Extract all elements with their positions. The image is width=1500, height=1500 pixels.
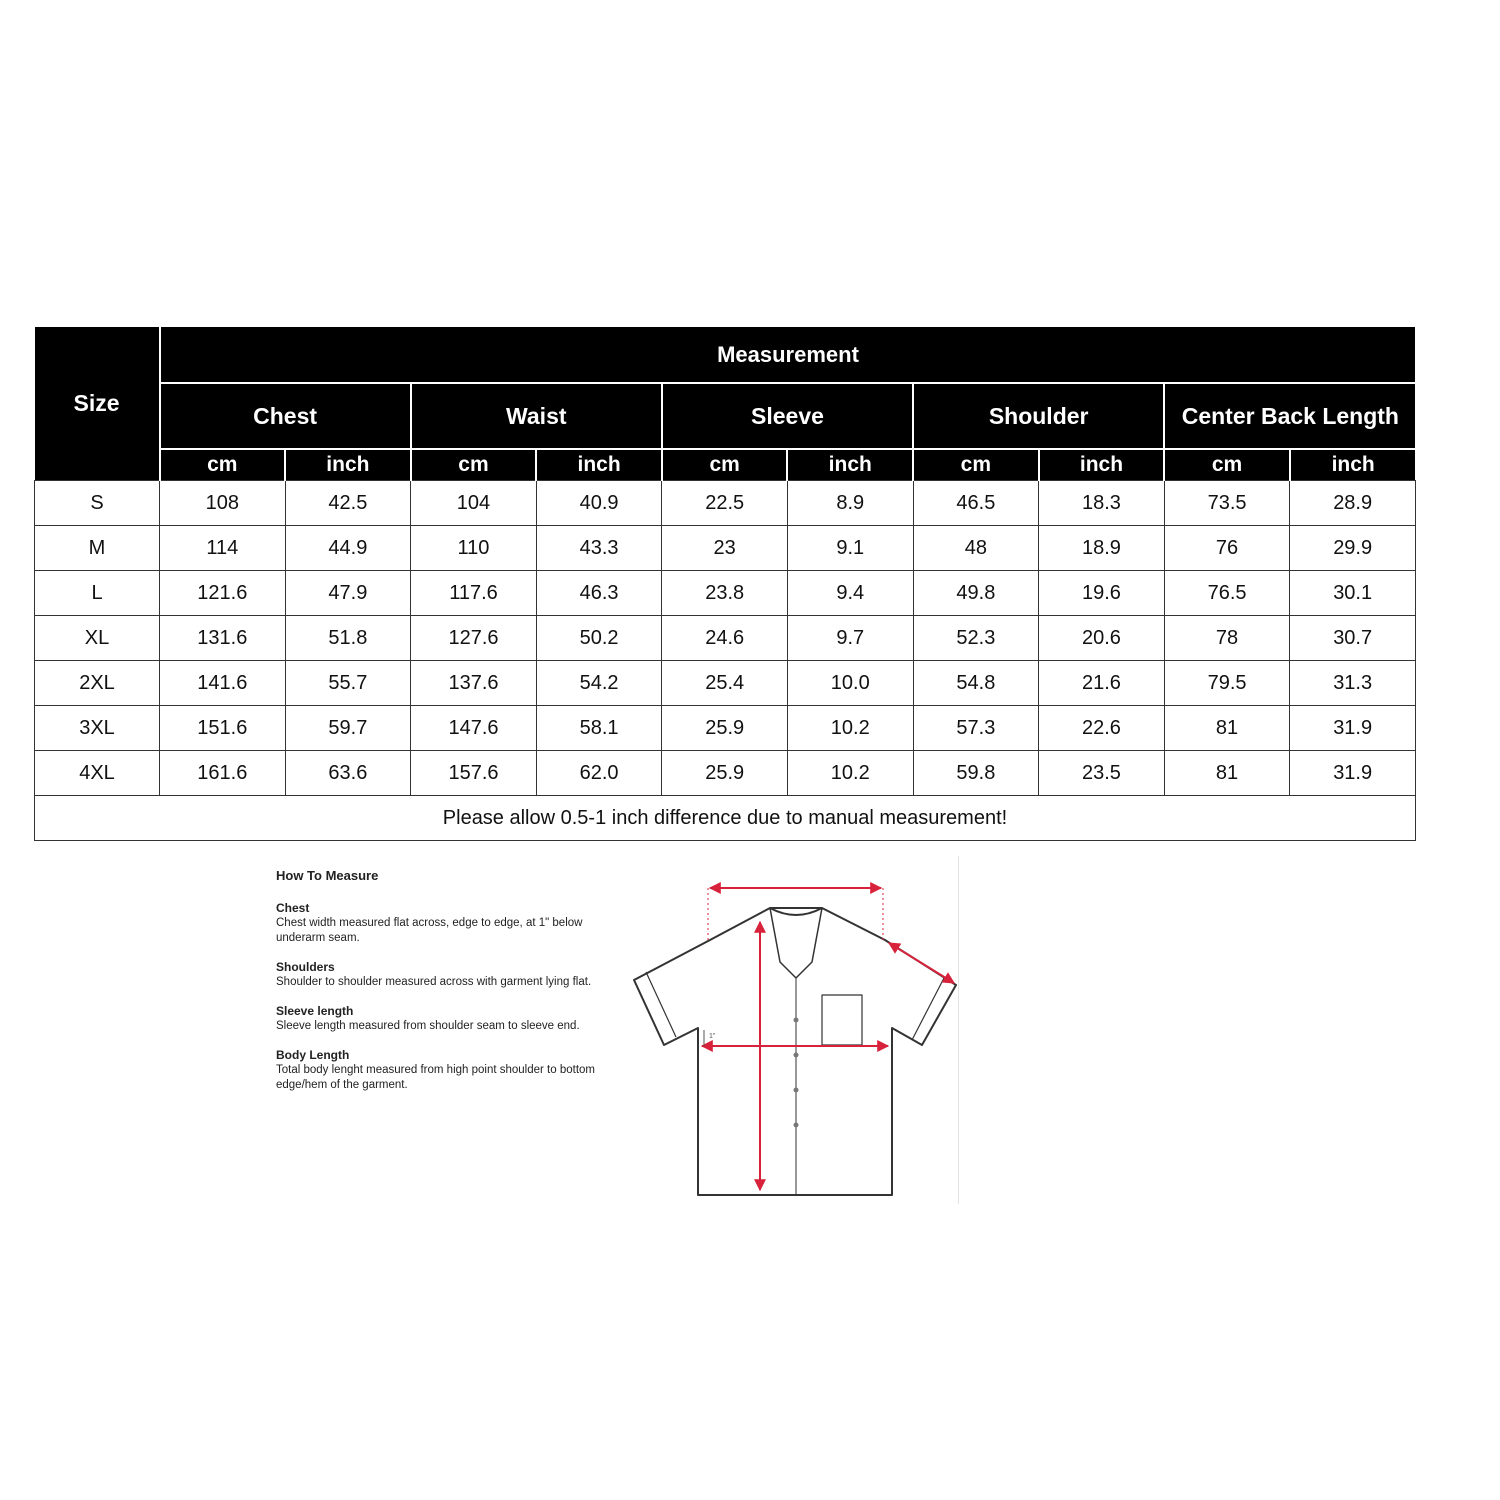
unit-header: inch xyxy=(787,449,913,481)
unit-header: inch xyxy=(285,449,411,481)
value-cell: 114 xyxy=(160,526,286,571)
instruction-sleeve-length xyxy=(276,1004,636,1034)
value-cell: 161.6 xyxy=(160,751,286,796)
value-cell: 121.6 xyxy=(160,571,286,616)
group-header-sleeve: Sleeve xyxy=(662,383,913,449)
value-cell: 18.9 xyxy=(1039,526,1165,571)
unit-header: inch xyxy=(1290,449,1416,481)
value-cell: 57.3 xyxy=(913,706,1039,751)
value-cell: 10.0 xyxy=(787,661,913,706)
value-cell: 25.9 xyxy=(662,751,788,796)
unit-header: cm xyxy=(160,449,286,481)
value-cell: 44.9 xyxy=(285,526,411,571)
value-cell: 131.6 xyxy=(160,616,286,661)
value-cell: 25.4 xyxy=(662,661,788,706)
value-cell: 21.6 xyxy=(1039,661,1165,706)
note-row xyxy=(35,796,1416,841)
value-cell: 62.0 xyxy=(536,751,662,796)
divider xyxy=(958,856,959,1204)
unit-header: inch xyxy=(536,449,662,481)
group-header-center-back-length: Center Back Length xyxy=(1164,383,1415,449)
value-cell: 46.3 xyxy=(536,571,662,616)
value-cell: 24.6 xyxy=(662,616,788,661)
value-cell: 76.5 xyxy=(1164,571,1290,616)
instruction-heading: Chest xyxy=(276,901,310,915)
shirt-outline xyxy=(634,908,956,1195)
value-cell: 49.8 xyxy=(913,571,1039,616)
table-row xyxy=(35,661,1416,706)
size-cell: 2XL xyxy=(35,661,160,706)
value-cell: 23.8 xyxy=(662,571,788,616)
size-header: Size xyxy=(35,327,160,481)
one-inch-label: 1" xyxy=(709,1033,716,1040)
value-cell: 31.9 xyxy=(1290,706,1416,751)
value-cell: 40.9 xyxy=(536,481,662,526)
value-cell: 20.6 xyxy=(1039,616,1165,661)
value-cell: 78 xyxy=(1164,616,1290,661)
unit-header: cm xyxy=(411,449,537,481)
value-cell: 81 xyxy=(1164,706,1290,751)
value-cell: 50.2 xyxy=(536,616,662,661)
value-cell: 29.9 xyxy=(1290,526,1416,571)
value-cell: 23 xyxy=(662,526,788,571)
value-cell: 79.5 xyxy=(1164,661,1290,706)
group-header-waist: Waist xyxy=(411,383,662,449)
size-cell: 3XL xyxy=(35,706,160,751)
group-header-shoulder: Shoulder xyxy=(913,383,1164,449)
value-cell: 9.4 xyxy=(787,571,913,616)
how-to-measure-section xyxy=(276,868,636,1107)
value-cell: 151.6 xyxy=(160,706,286,751)
instruction-heading: Shoulders xyxy=(276,960,335,974)
value-cell: 59.7 xyxy=(285,706,411,751)
value-cell: 104 xyxy=(411,481,537,526)
value-cell: 55.7 xyxy=(285,661,411,706)
value-cell: 59.8 xyxy=(913,751,1039,796)
value-cell: 108 xyxy=(160,481,286,526)
measurement-note: Please allow 0.5-1 inch difference due to manual measurement! xyxy=(35,796,1416,841)
value-cell: 54.2 xyxy=(536,661,662,706)
table-row xyxy=(35,481,1416,526)
instruction-body-length xyxy=(276,1048,636,1093)
size-cell: 4XL xyxy=(35,751,160,796)
value-cell: 54.8 xyxy=(913,661,1039,706)
unit-header: cm xyxy=(1164,449,1290,481)
value-cell: 25.9 xyxy=(662,706,788,751)
value-cell: 28.9 xyxy=(1290,481,1416,526)
value-cell: 110 xyxy=(411,526,537,571)
value-cell: 18.3 xyxy=(1039,481,1165,526)
value-cell: 141.6 xyxy=(160,661,286,706)
size-cell: M xyxy=(35,526,160,571)
value-cell: 81 xyxy=(1164,751,1290,796)
value-cell: 157.6 xyxy=(411,751,537,796)
value-cell: 10.2 xyxy=(787,706,913,751)
value-cell: 117.6 xyxy=(411,571,537,616)
instruction-text: Sleeve length measured from shoulder seam to sleeve end. xyxy=(276,1020,580,1032)
instruction-chest xyxy=(276,901,636,946)
value-cell: 51.8 xyxy=(285,616,411,661)
table-row xyxy=(35,616,1416,661)
value-cell: 30.1 xyxy=(1290,571,1416,616)
value-cell: 9.7 xyxy=(787,616,913,661)
value-cell: 30.7 xyxy=(1290,616,1416,661)
value-cell: 42.5 xyxy=(285,481,411,526)
unit-header: cm xyxy=(662,449,788,481)
table-row xyxy=(35,706,1416,751)
value-cell: 63.6 xyxy=(285,751,411,796)
instruction-shoulders xyxy=(276,960,636,990)
value-cell: 48 xyxy=(913,526,1039,571)
value-cell: 8.9 xyxy=(787,481,913,526)
measurement-header: Measurement xyxy=(160,327,1416,383)
value-cell: 76 xyxy=(1164,526,1290,571)
value-cell: 137.6 xyxy=(411,661,537,706)
value-cell: 23.5 xyxy=(1039,751,1165,796)
size-cell: S xyxy=(35,481,160,526)
group-header-chest: Chest xyxy=(160,383,411,449)
instruction-text: Total body lenght measured from high point shoulder to bottom edge/hem of the garment. xyxy=(276,1064,595,1091)
value-cell: 31.9 xyxy=(1290,751,1416,796)
instruction-text: Chest width measured flat across, edge to edge, at 1" below underarm seam. xyxy=(276,917,583,944)
value-cell: 58.1 xyxy=(536,706,662,751)
how-to-measure-title: How To Measure xyxy=(276,868,379,883)
value-cell: 10.2 xyxy=(787,751,913,796)
value-cell: 31.3 xyxy=(1290,661,1416,706)
instruction-text: Shoulder to shoulder measured across with garment lying flat. xyxy=(276,976,592,988)
sleeve-arrow xyxy=(889,943,954,983)
table-body xyxy=(35,481,1416,841)
value-cell: 127.6 xyxy=(411,616,537,661)
table-row xyxy=(35,751,1416,796)
value-cell: 46.5 xyxy=(913,481,1039,526)
instruction-heading: Body Length xyxy=(276,1048,350,1062)
instruction-heading: Sleeve length xyxy=(276,1004,354,1018)
value-cell: 73.5 xyxy=(1164,481,1290,526)
size-chart-table xyxy=(34,327,1416,841)
unit-header: inch xyxy=(1039,449,1165,481)
size-cell: L xyxy=(35,571,160,616)
table-row xyxy=(35,571,1416,616)
value-cell: 22.5 xyxy=(662,481,788,526)
value-cell: 52.3 xyxy=(913,616,1039,661)
value-cell: 147.6 xyxy=(411,706,537,751)
shirt-measurement-diagram xyxy=(625,870,965,1200)
value-cell: 9.1 xyxy=(787,526,913,571)
table-row xyxy=(35,526,1416,571)
size-cell: XL xyxy=(35,616,160,661)
unit-header: cm xyxy=(913,449,1039,481)
value-cell: 19.6 xyxy=(1039,571,1165,616)
table-header xyxy=(35,327,1416,481)
measurement-arrows xyxy=(702,888,954,1190)
value-cell: 22.6 xyxy=(1039,706,1165,751)
value-cell: 43.3 xyxy=(536,526,662,571)
value-cell: 47.9 xyxy=(285,571,411,616)
